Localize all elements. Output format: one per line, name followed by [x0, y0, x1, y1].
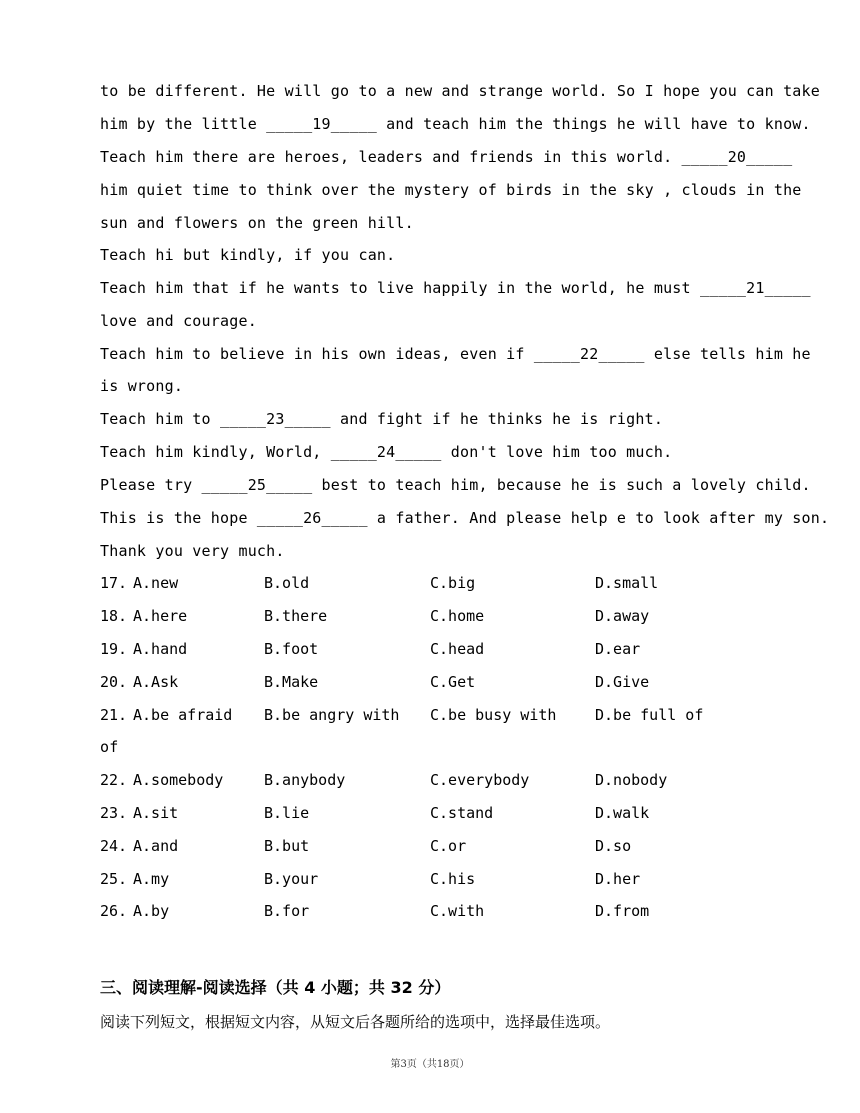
option-wrap-line: of	[100, 738, 119, 756]
option-b: B.your	[264, 870, 319, 888]
section-instruction: 阅读下列短文，根据短文内容，从短文后各题所给的选项中，选择最佳选项。	[100, 1013, 611, 1031]
option-d: D.so	[595, 837, 632, 855]
option-d: D.ear	[595, 640, 641, 658]
option-d: D.away	[595, 607, 650, 625]
option-a: A.somebody	[133, 771, 224, 789]
passage-line: Thank you very much.	[100, 542, 285, 560]
option-c: C.with	[430, 902, 485, 920]
option-c: C.stand	[430, 804, 494, 822]
passage-line: This is the hope _____26_____ a father. And please help e to look after my son.	[100, 509, 830, 527]
question-number: 23.	[100, 804, 128, 822]
question-number: 24.	[100, 837, 128, 855]
passage-line: Please try _____25_____ best to teach him, because he is such a lovely child.	[100, 476, 811, 494]
option-d: D.small	[595, 574, 659, 592]
question-options-26	[100, 901, 800, 921]
option-b: B.there	[264, 607, 328, 625]
passage-line: Teach him there are heroes, leaders and friends in this world. _____20_____	[100, 148, 793, 166]
option-a: A.hand	[133, 640, 188, 658]
option-c: C.Get	[430, 673, 476, 691]
question-options-18	[100, 606, 800, 626]
question-options-25	[100, 869, 800, 889]
option-b: B.old	[264, 574, 310, 592]
question-number: 22.	[100, 771, 128, 789]
option-d: D.be full of	[595, 706, 704, 724]
option-b: B.foot	[264, 640, 319, 658]
option-d: D.nobody	[595, 771, 668, 789]
question-number: 19.	[100, 640, 128, 658]
question-options-22	[100, 770, 800, 790]
question-options-23	[100, 803, 800, 823]
question-number: 18.	[100, 607, 128, 625]
question-number: 20.	[100, 673, 128, 691]
option-c: C.head	[430, 640, 485, 658]
page-footer: 第3页（共18页）	[390, 1059, 470, 1070]
passage-line: Teach him that if he wants to live happily in the world, he must _____21_____	[100, 279, 811, 297]
passage-line: is wrong.	[100, 377, 184, 395]
option-b: B.for	[264, 902, 310, 920]
question-number: 17.	[100, 574, 128, 592]
option-a: A.new	[133, 574, 179, 592]
question-options-19	[100, 639, 800, 659]
option-a: A.Ask	[133, 673, 179, 691]
option-b: B.lie	[264, 804, 310, 822]
question-number: 26.	[100, 902, 128, 920]
passage-line: him quiet time to think over the mystery of birds in the sky , clouds in the	[100, 181, 802, 199]
question-options-17	[100, 573, 800, 593]
option-a: A.here	[133, 607, 188, 625]
question-options-24	[100, 836, 800, 856]
passage-line: Teach hi but kindly, if you can.	[100, 246, 396, 264]
option-d: D.her	[595, 870, 641, 888]
option-c: C.or	[430, 837, 467, 855]
passage-line: Teach him to _____23_____ and fight if he thinks he is right.	[100, 410, 664, 428]
option-a: A.and	[133, 837, 179, 855]
option-a: A.my	[133, 870, 170, 888]
option-b: B.anybody	[264, 771, 346, 789]
passage-line: him by the little _____19_____ and teach him the things he will have to know.	[100, 115, 811, 133]
passage-line: sun and flowers on the green hill.	[100, 214, 414, 232]
question-options-21	[100, 705, 800, 725]
option-d: D.walk	[595, 804, 650, 822]
option-d: D.Give	[595, 673, 650, 691]
passage-line: love and courage.	[100, 312, 257, 330]
passage-line: to be different. He will go to a new and strange world. So I hope you can take	[100, 82, 820, 100]
option-b: B.Make	[264, 673, 319, 691]
option-a: A.by	[133, 902, 170, 920]
question-options-20	[100, 672, 800, 692]
passage-line: Teach him kindly, World, _____24_____ don't love him too much.	[100, 443, 673, 461]
option-d: D.from	[595, 902, 650, 920]
passage-line: Teach him to believe in his own ideas, even if _____22_____ else tells him he	[100, 345, 811, 363]
question-number: 25.	[100, 870, 128, 888]
option-c: C.his	[430, 870, 476, 888]
option-b: B.but	[264, 837, 310, 855]
option-c: C.home	[430, 607, 485, 625]
question-number: 21.	[100, 706, 128, 724]
option-c: C.big	[430, 574, 476, 592]
option-c: C.be busy with	[430, 706, 557, 724]
option-b: B.be angry with	[264, 706, 400, 724]
section-title: 三、阅读理解-阅读选择（共 4 小题；共 32 分）	[100, 978, 451, 997]
option-a: A.sit	[133, 804, 179, 822]
option-c: C.everybody	[430, 771, 530, 789]
option-a: A.be afraid	[133, 706, 233, 724]
